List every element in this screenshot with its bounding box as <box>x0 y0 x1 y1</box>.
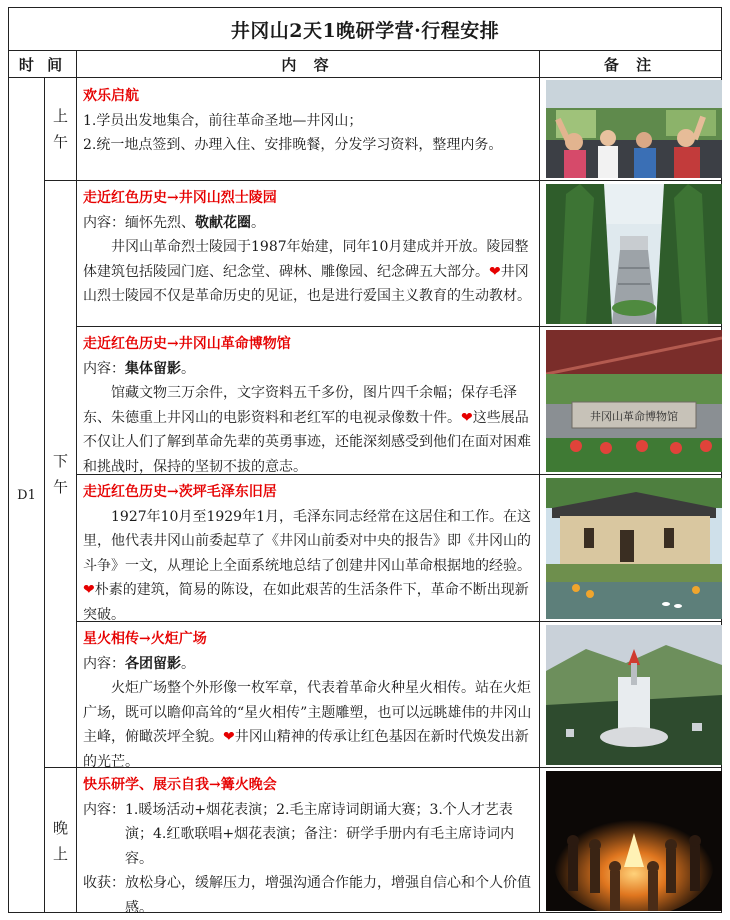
period-char: 上 <box>52 844 68 863</box>
section-title: 快乐研学、展示自我→篝火晚会 <box>83 777 277 793</box>
content-label: 内容： <box>83 655 125 672</box>
section-revolution-museum <box>77 328 539 474</box>
content-line <box>83 357 533 382</box>
period-char: 午 <box>52 478 68 496</box>
heart-icon: ❤ <box>83 582 95 598</box>
heart-icon: ❤ <box>461 409 473 426</box>
content-highlight: 各团留影 <box>125 655 181 672</box>
description-text: 井冈山烈士陵园不仅是革命历史的见证，也是进行爱国主义教育的生动教材。 <box>83 263 531 304</box>
section-title: 欢乐启航 <box>83 88 139 104</box>
content-label: 内容： <box>83 360 125 377</box>
program-content: 内容：1.暖场活动+烟花表演；2.毛主席诗词朗诵大赛；3.个人才艺表演；4.红歌联唱+烟花表演；备注：研学手册内有毛主席诗词内容。 <box>83 801 515 867</box>
divider <box>539 50 540 913</box>
museum-sign-text: 井冈山革命博物馆 <box>590 410 678 423</box>
content-highlight: 敬献花圈 <box>195 214 251 231</box>
description-text: 火炬广场整个外形像一枚军章，代表着革命火种星火相传。站在火炬广场，既可以瞻仰高耸的“星火相传”主题雕塑，也可以远眺雄伟的井冈山主峰，俯瞰茨坪全貌。 <box>83 680 532 745</box>
period-char: 午 <box>52 133 68 151</box>
section-former-residence <box>77 476 539 621</box>
period-evening <box>45 768 76 913</box>
description-text: 1927年10月至1929年1月，毛泽东同志经常在这居住和工作。在这里，他代表井冈山前委起草了《井冈山前委对中央的报告》即《井冈山的斗争》一文，从理论上全面系统地总结了创建井冈山革命根据地的经验。 <box>83 508 531 574</box>
list-item: 2.统一地点签到、办理入住、安排晚餐，分发学习资料，整理内务。 <box>83 137 503 153</box>
section-title: 走近红色历史→井冈山革命博物馆 <box>83 336 291 352</box>
section-martyrs-cemetery <box>77 182 539 326</box>
harvest-text: 收获：放松身心，缓解压力，增强沟通合作能力，增强自信心和个人价值感。 <box>83 875 531 916</box>
period-afternoon <box>45 181 76 767</box>
header-time: 时 间 <box>18 55 67 74</box>
revolution-museum-photo <box>546 330 722 472</box>
description <box>83 505 533 628</box>
description-text: 馆藏文物三万余件，文字资料五千多份，图片四千余幅；保存毛泽东、朱德重上井冈山的电影资料和老红军的电视录像数十件。 <box>83 385 517 426</box>
section-departure <box>77 80 539 180</box>
period-char: 下 <box>52 452 68 470</box>
torch-square-photo <box>546 625 722 765</box>
section-bonfire-party <box>77 769 539 916</box>
header-note: 备 注 <box>603 55 658 74</box>
martyrs-cemetery-photo <box>546 184 722 324</box>
period-char: 晚 <box>52 818 68 837</box>
content-end: 。 <box>181 360 195 377</box>
content-highlight: 集体留影 <box>125 360 181 377</box>
section-title: 走近红色历史→井冈山烈士陵园 <box>83 190 277 206</box>
description <box>83 381 533 479</box>
content-line <box>83 652 533 677</box>
description <box>83 676 533 774</box>
description-text: 这些展品不仅让人们了解到革命先辈的英勇事迹，还能深刻感受到他们在面对困难和挑战时，保持的坚韧不拔的意志。 <box>83 409 531 475</box>
divider <box>44 180 721 181</box>
section-torch-square <box>77 623 539 770</box>
content-end: 。 <box>181 655 195 672</box>
period-morning <box>45 78 76 180</box>
section-title: 走近红色历史→茨坪毛泽东旧居 <box>83 484 277 500</box>
day-label: D1 <box>17 488 36 503</box>
content-end: 。 <box>251 214 265 231</box>
description <box>83 235 533 309</box>
description-text: 井冈山革命烈士陵园于1987年始建，同年10月建成并开放。陵园整体建筑包括陵园门庭、纪念堂、碑林、雕像园、纪念碑五大部分。 <box>83 239 529 280</box>
itinerary-table <box>8 7 722 916</box>
bus-trip-photo <box>546 80 722 178</box>
content-line <box>83 211 533 236</box>
heart-icon: ❤ <box>223 729 235 745</box>
header-content: 内 容 <box>281 55 335 74</box>
divider <box>9 77 721 78</box>
section-title: 星火相传→火炬广场 <box>83 631 207 647</box>
description-text: 朴素的建筑，简易的陈设，在如此艰苦的生活条件下，革命不断出现新突破。 <box>83 582 529 623</box>
divider <box>76 326 721 327</box>
list-item: 1.学员出发地集合，前往革命圣地—井冈山； <box>83 112 363 129</box>
heart-icon: ❤ <box>489 263 501 280</box>
former-residence-photo <box>546 478 722 619</box>
content-label: 内容：缅怀先烈、 <box>83 214 195 231</box>
description-text: 井冈山精神的传承让红色基因在新时代焕发出新的光芒。 <box>83 729 529 770</box>
bonfire-party-photo <box>546 771 722 911</box>
period-char: 上 <box>52 107 68 125</box>
page-title: 井冈山2天1晚研学营·行程安排 <box>230 19 500 42</box>
